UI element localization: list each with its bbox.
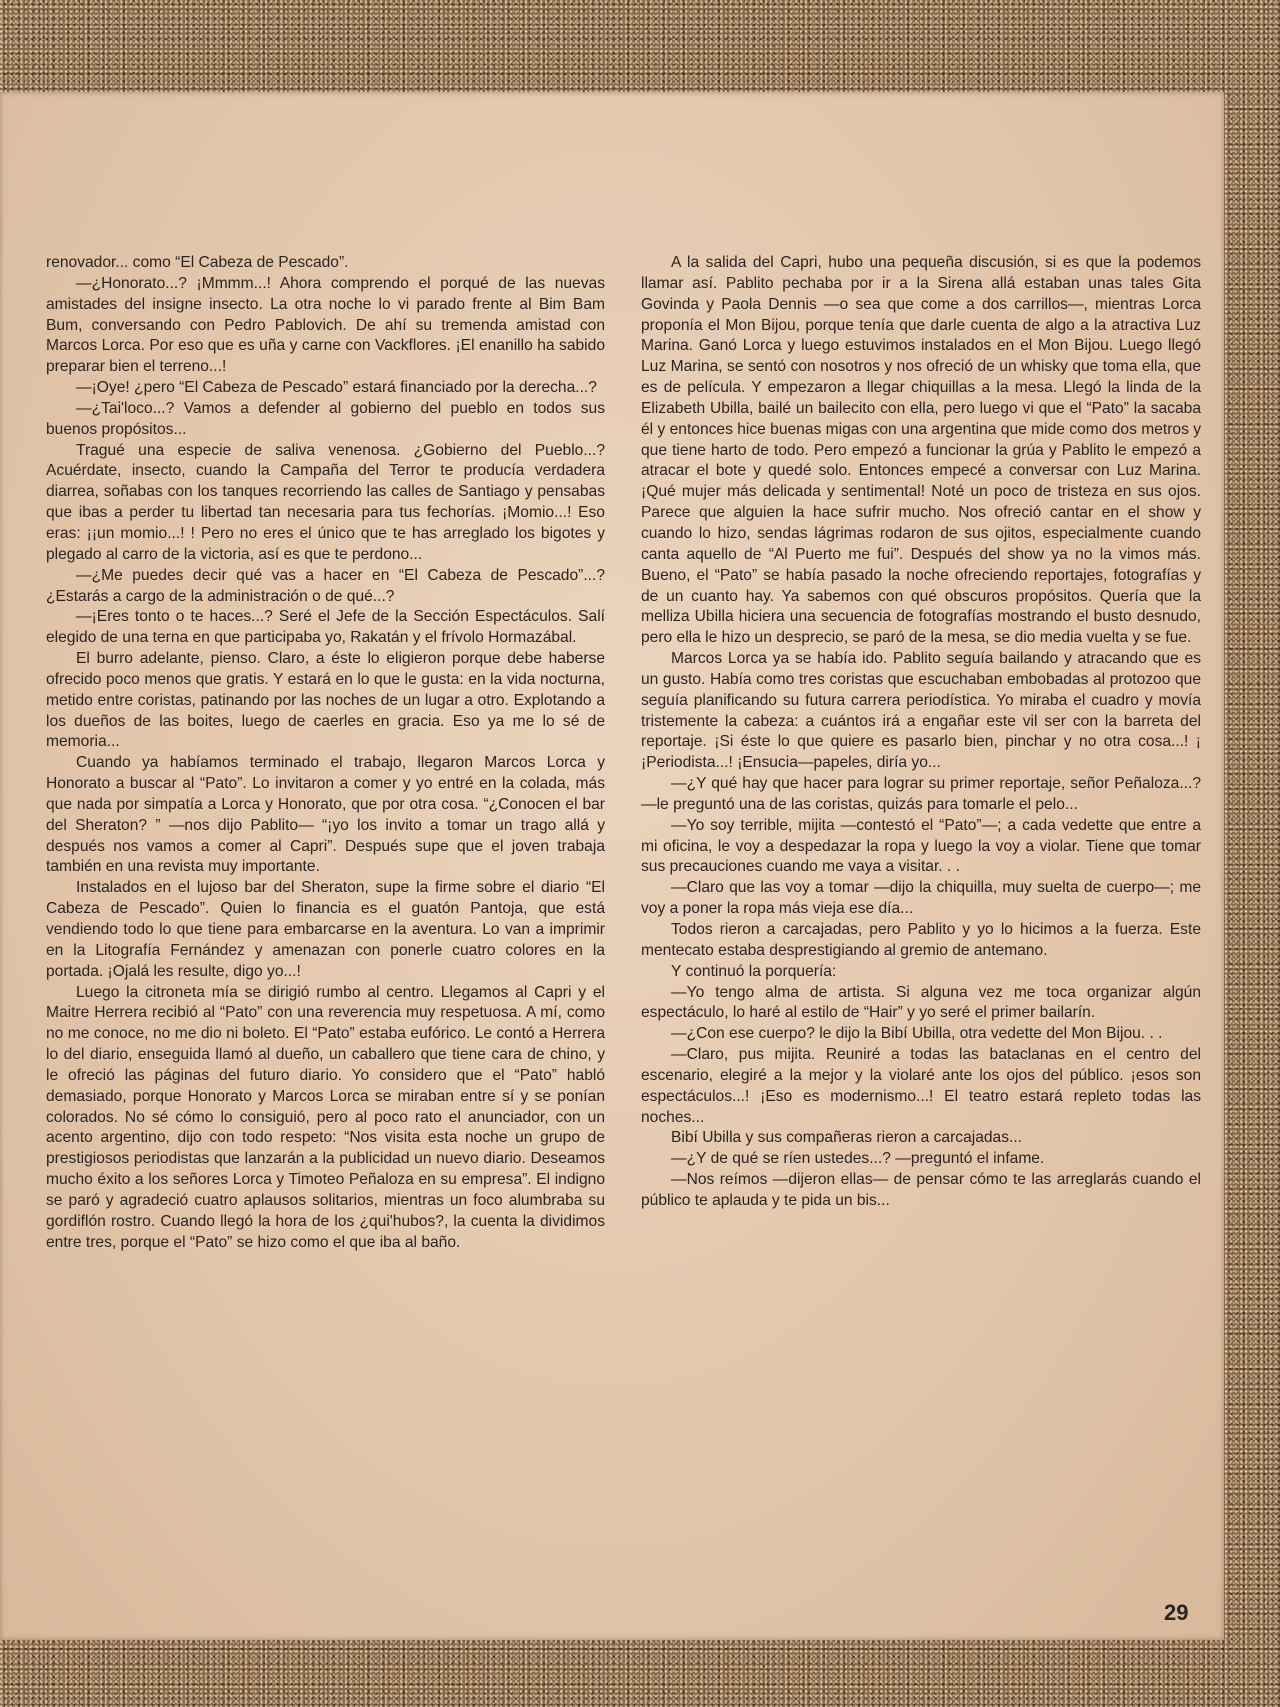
paragraph: —¿Con ese cuerpo? le dijo la Bibí Ubilla, otra vedette del Mon Bijou. . . [671, 1025, 1163, 1043]
paragraph: Bibí Ubilla y sus compañeras rieron a carcajadas... [671, 1129, 1023, 1147]
paragraph: —¿Y qué hay que hacer para lograr su primer reportaje, señor Peñaloza...? —le preguntó una de las coristas, quizás para tomarle el pelo... [641, 775, 1201, 813]
paragraph: —¡Oye! ¿pero “El Cabeza de Pescado” estará financiado por la derecha...? [76, 379, 597, 397]
left-text-column [46, 253, 605, 1254]
paragraph: —¿Tai'loco...? Vamos a defender al gobierno del pueblo en todos sus buenos propósitos... [46, 399, 605, 438]
paragraph: —¿Honorato...? ¡Mmmm...! Ahora comprendo el porqué de las nuevas amistades del insigne insecto. La otra noche lo vi parado frente al Bim Bam Bum, conversando con Pedro Pablovich. De ahí su tremenda amistad con Marcos Lorca. Por eso que es uña y carne con Vackflores. ¡El enanillo ha sabido preparar bien el terreno...! [46, 274, 605, 376]
paragraph: —¿Y de qué se ríen ustedes...? —preguntó el infame. [671, 1150, 1045, 1168]
right-text-column [641, 253, 1201, 1212]
paragraph: Y continuó la porquería: [671, 962, 837, 980]
paragraph: El burro adelante, pienso. Claro, a éste lo eligieron porque debe haberse ofrecido poco menos que gratis. Y estará en lo que le gusta: en la vida nocturna, metido entre coristas, patinando por las noches de un lugar a otro. Explotando a los dueños de las boites, luego de caerles en gracia. Eso ya me lo sé de memoria... [46, 650, 605, 751]
paragraph: Todos rieron a carcajadas, pero Pablito y yo lo hicimos a la fuerza. Este mentecato estaba desprestigiando al gremio de antemano. [641, 921, 1201, 959]
page-number: 29 [1164, 1600, 1189, 1625]
paragraph: Tragué una especie de saliva venenosa. ¿Gobierno del Pueblo...? Acuérdate, insecto, cuando la Campaña del Terror te producía verdadera diarrea, soñabas con los tanques recorriendo las calles de Santiago y pensabas que ibas a perder tu libertad tan necesaria para tus fechorías. ¡Momio...! Eso eras: ¡¡un momio...! ! Pero no eres el único que te has arreglado los bigotes y plegado al carro de la victoria, así es que te perdono... [46, 441, 605, 563]
paragraph: —Nos reímos —dijeron ellas— de pensar cómo te las arreglarás cuando el público te aplauda y te pida un bis... [641, 1171, 1201, 1209]
paragraph: —Claro, pus mijita. Reuniré a todas las bataclanas en el centro del escenario, elegiré a la mejor y la violaré ante los ojos del público. ¡esos son espectáculos...! ¡Eso es modernismo...! El teatro estará repleto todas las noches... [641, 1046, 1201, 1126]
paragraph: —Yo tengo alma de artista. Si alguna vez me toca organizar algún espectáculo, lo haré al estilo de “Hair” y yo seré el primer bailarín. [641, 983, 1201, 1022]
paragraph: A la salida del Capri, hubo una pequeña discusión, si es que la podemos llamar así. Pablito pechaba por ir a la Sirena allá estaban unas tales Gita Govinda y Paola Dennis —o sea que come a dos carrillos—, mientras Lorca proponía el Mon Bijou, porque tenía que darle cuenta de algo a la atractiva Luz Marina. Ganó Lorca y luego estuvimos instalados en el Mon Bijou. Luego llegó Luz Marina, se sentó con nosotros y nos ofreció de un whisky que toma ella, que es de película. Y empezaron a llegar chiquillas a la mesa. Llegó la linda de la Elizabeth Ubilla, bailé un bailecito con ella, pero luego vi que el “Pato” la sacaba él y entonces hice buenas migas con una argentina que mide como dos metros y que tiene harto de todo. Pero empezó a funcionar la grúa y Pablito le empezó a atracar el bote y quedé solo. Entonces empecé a conversar con Luz Marina. ¡Qué mujer más delicada y sentimental! Noté un poco de tristeza en sus ojos. Parece que alguien la hace sufrir mucho. Nos ofreció cantar en el show y cuando lo hizo, sendas lágrimas rodaron de sus ojitos, especialmente cuando canta aquello de “Al Puerto me fui”. Después del show ya no la vimos más. Bueno, el “Pato” se había pasado la noche ofreciendo reportajes, fotografías y de un cuanto hay. Ya sabemos con qué obscuros propósitos. Quería que la melliza Ubilla hiciera una secuencia de fotografías mostrando el busto desnudo, pero ella le hizo un desprecio, se paró de la mesa, se dio media vuelta y se fue. [641, 254, 1201, 647]
paragraph: Cuando ya habíamos terminado el trabajo, llegaron Marcos Lorca y Honorato a buscar al “Pato”. Lo invitaron a comer y yo entré en la colada, más que nada por simpatía a Lorca y Honorato, que por otra cosa. “¿Conocen el bar del Sheraton? ” —nos dijo Pablito— “¡yo los invito a tomar un trago allá y después nos vamos a comer al Capri”. Después supe que el joven trabaja también en una revista muy importante. [46, 754, 605, 876]
paragraph: —Claro que las voy a tomar —dijo la chiquilla, muy suelta de cuerpo—; me voy a poner la ropa más vieja ese día... [641, 879, 1201, 918]
paragraph: —Yo soy terrible, mijita —contestó el “Pato”—; a cada vedette que entre a mi oficina, le voy a despedazar la ropa y luego la voy a violar. Tiene que tomar sus precauciones cuando me vaya a visitar. . . [641, 816, 1201, 876]
paragraph: —¡Eres tonto o te haces...? Seré el Jefe de la Sección Espectáculos. Salí elegido de una terna en que participaba yo, Rakatán y el frívolo Hormazábal. [46, 608, 605, 647]
paragraph: Luego la citroneta mía se dirigió rumbo al centro. Llegamos al Capri y el Maitre Herrera recibió al “Pato” con una reverencia muy respetuosa. A mí, como no me conoce, no me dio ni boleto. El “Pato” estaba eufórico. Le contó a Herrera lo del diario, enseguida llamó al dueño, un caballero que tiene cara de chino, y le ofreció las páginas del futuro diario. Yo considero que el “Pato” habló demasiado, porque Honorato y Marcos Lorca se miraban entre sí y se ponían colorados. No sé cómo lo consiguió, pero al poco rato el anunciador, con un acento argentino, dijo con todo respeto: “Nos visita esta noche un grupo de prestigiosos periodistas que lanzarán a la publicidad un nuevo diario. Deseamos mucho éxito a los señores Lorca y Timoteo Peñaloza en su empresa”. El indigno se paró y agradeció cuatro aplausos solitarios, mientras un foco alumbraba su gordiflón rostro. Cuando llegó la hora de los ¿qui'hubos?, la cuenta la dividimos entre tres, porque el “Pato” se hizo como el que iba al baño. [46, 983, 605, 1251]
paragraph: Instalados en el lujoso bar del Sheraton, supe la firme sobre el diario “El Cabeza de Pescado”. Quien lo financia es el guatón Pantoja, que está vendiendo todo lo que tiene para embarcarse en la aventura. Lo van a imprimir en la Litografía Fernández y amenazan con ponerle cuatro colores en la portada. ¡Ojalá les resulte, digo yo...! [46, 879, 605, 980]
paragraph: renovador... como “El Cabeza de Pescado”. [46, 254, 349, 271]
paragraph: Marcos Lorca ya se había ido. Pablito seguía bailando y atracando que es un gusto. Había como tres coristas que escuchaban embobadas al protozoo que seguía planificando su futura carrera periodística. Yo miraba el cuadro y movía tristemente la cabeza: a cuántos irá a engañar este vil ser con la barreta del reportaje. ¡Si éste lo que quiere es pasarlo bien, pinchar y no otra cosa...! ¡ ¡Periodista...! ¡Ensucia—papeles, diría yo... [641, 650, 1201, 772]
paragraph: —¿Me puedes decir qué vas a hacer en “El Cabeza de Pescado”...? ¿Estarás a cargo de la administración o de qué...? [46, 566, 605, 605]
magazine-page [0, 92, 1224, 1640]
